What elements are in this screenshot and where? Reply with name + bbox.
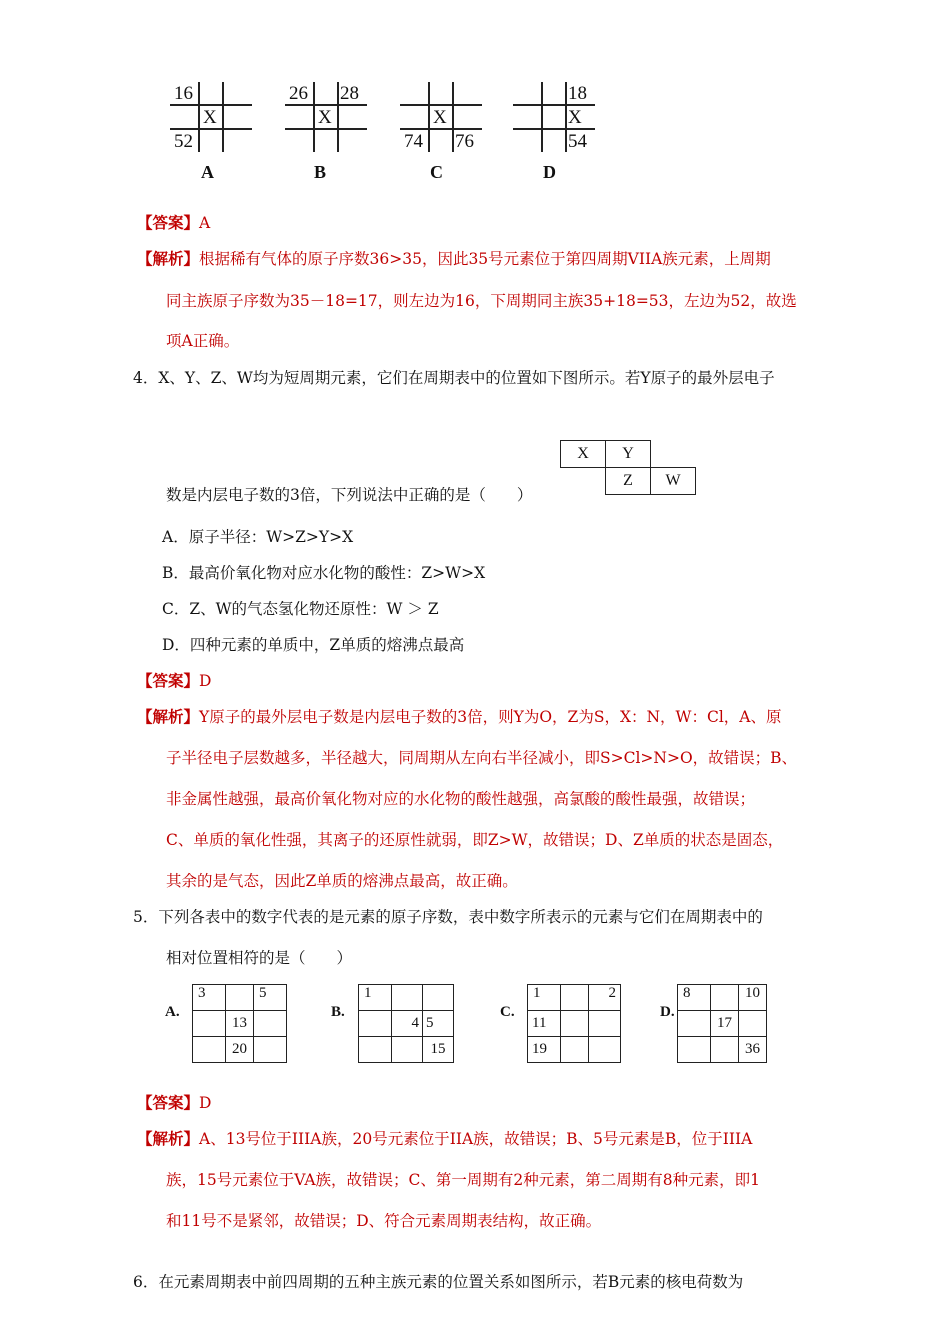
q3-diagram-c bbox=[400, 82, 482, 152]
grid-cell bbox=[254, 1037, 287, 1063]
q5-label-d: D. bbox=[660, 1004, 675, 1020]
cell-y: Y bbox=[606, 441, 651, 468]
q3-analysis-line bbox=[137, 247, 771, 269]
grid-cell bbox=[678, 1037, 711, 1063]
grid-cell: 36 bbox=[739, 1037, 767, 1063]
q3-label-c: C bbox=[430, 162, 443, 182]
q3-answer bbox=[137, 211, 210, 233]
grid-cell bbox=[226, 985, 254, 1011]
q5-label-a: A. bbox=[165, 1004, 180, 1020]
diagram-number: 76 bbox=[455, 131, 474, 152]
answer-value: D bbox=[199, 672, 212, 690]
grid-cell: 3 bbox=[193, 985, 226, 1011]
q4-stem-line: 4．X、Y、Z、W均为短周期元素，它们在周期表中的位置如下图所示。若Y原子的最外层电子 bbox=[133, 369, 775, 387]
q3-diagram-a bbox=[170, 82, 252, 152]
q5-label-b: B. bbox=[331, 1004, 345, 1020]
q4-option-b: B．最高价氧化物对应水化物的酸性：Z>W>X bbox=[162, 564, 486, 582]
grid-cell bbox=[423, 985, 454, 1011]
q3-diagram-b bbox=[285, 82, 367, 152]
cell-z: Z bbox=[606, 468, 651, 495]
grid-cell: 13 bbox=[226, 1011, 254, 1037]
diagram-number: 54 bbox=[568, 131, 587, 152]
grid-cell: 10 bbox=[739, 985, 767, 1011]
analysis-text: Y原子的最外层电子数是内层电子数的3倍，则Y为O，Z为S，X：N，W：Cl，A、原 bbox=[199, 708, 782, 726]
grid-cell: 2 bbox=[589, 985, 621, 1011]
q5-grid-a bbox=[192, 984, 287, 1063]
q4-analysis-line: C、单质的氧化性强，其离子的还原性就弱，即Z>W，故错误；D、Z单质的状态是固态， bbox=[166, 831, 784, 849]
grid-cell: 5 bbox=[423, 1011, 454, 1037]
q3-diagram-d bbox=[513, 82, 595, 152]
answer-tag: 【答案】 bbox=[137, 1093, 200, 1112]
diagram-number: 74 bbox=[404, 131, 423, 152]
q4-analysis-line: 其余的是气态，因此Z单质的熔沸点最高，故正确。 bbox=[166, 872, 518, 890]
grid-cell: 15 bbox=[423, 1037, 454, 1063]
grid-cell bbox=[589, 1011, 621, 1037]
q5-analysis-line bbox=[137, 1127, 752, 1149]
q3-label-a: A bbox=[201, 162, 214, 182]
q4-option-a: A．原子半径：W>Z>Y>X bbox=[162, 528, 354, 546]
q5-grid-b bbox=[358, 984, 454, 1063]
diagram-center: X bbox=[318, 107, 332, 128]
diagram-number: 52 bbox=[174, 131, 193, 152]
analysis-tag: 【解析】 bbox=[137, 249, 200, 268]
diagram-number: 18 bbox=[568, 83, 587, 104]
grid-cell bbox=[254, 1011, 287, 1037]
grid-cell bbox=[589, 1037, 621, 1063]
q4-option-d: D．四种元素的单质中，Z单质的熔沸点最高 bbox=[162, 636, 465, 654]
grid-cell bbox=[739, 1011, 767, 1037]
q3-label-b: B bbox=[314, 162, 327, 182]
q4-analysis-line: 子半径电子层数越多，半径越大，同周期从左向右半径减小，即S>Cl>N>O，故错误；B、 bbox=[166, 749, 798, 767]
grid-cell: 4 bbox=[392, 1011, 423, 1037]
diagram-number: 16 bbox=[174, 83, 193, 104]
q4-answer bbox=[137, 669, 211, 691]
q4-stem-line: 数是内层电子数的3倍，下列说法中正确的是（ ） bbox=[166, 486, 533, 504]
grid-cell: 19 bbox=[528, 1037, 561, 1063]
grid-cell bbox=[392, 985, 423, 1011]
q3-label-d: D bbox=[543, 162, 556, 182]
q5-grid-d bbox=[677, 984, 767, 1063]
grid-cell bbox=[711, 1037, 739, 1063]
q4-analysis-line: 非金属性越强，最高价氧化物对应的水化物的酸性越强，高氯酸的酸性最强，故错误； bbox=[166, 790, 756, 808]
grid-cell: 1 bbox=[359, 985, 392, 1011]
q5-grid-c bbox=[527, 984, 621, 1063]
analysis-text: 根据稀有气体的原子序数36>35，因此35号元素位于第四周期VIIA族元素，上周期 bbox=[199, 250, 771, 268]
q4-option-c: C．Z、W的气态氢化物还原性：W ＞ Z bbox=[162, 600, 439, 618]
analysis-tag: 【解析】 bbox=[137, 707, 200, 726]
q4-analysis-line bbox=[137, 705, 781, 727]
answer-tag: 【答案】 bbox=[137, 213, 200, 232]
q5-label-c: C. bbox=[500, 1004, 515, 1020]
cell-x: X bbox=[561, 441, 606, 468]
grid-cell bbox=[359, 1011, 392, 1037]
q5-answer bbox=[137, 1091, 211, 1113]
grid-cell bbox=[359, 1037, 392, 1063]
grid-cell: 8 bbox=[678, 985, 711, 1011]
q5-analysis-line: 族，15号元素位于VA族，故错误；C、第一周期有2种元素，第二周期有8种元素，即1 bbox=[166, 1171, 761, 1189]
diagram-center: X bbox=[203, 107, 217, 128]
grid-cell bbox=[678, 1011, 711, 1037]
answer-value: A bbox=[199, 214, 211, 232]
grid-cell: 5 bbox=[254, 985, 287, 1011]
grid-cell: 1 bbox=[528, 985, 561, 1011]
grid-cell: 11 bbox=[528, 1011, 561, 1037]
q3-analysis-line: 项A正确。 bbox=[166, 332, 240, 350]
grid-cell bbox=[561, 1011, 589, 1037]
grid-cell: 20 bbox=[226, 1037, 254, 1063]
analysis-tag: 【解析】 bbox=[137, 1129, 200, 1148]
grid-cell bbox=[193, 1011, 226, 1037]
diagram-number: 28 bbox=[340, 83, 359, 104]
grid-cell: 17 bbox=[711, 1011, 739, 1037]
q5-stem-line: 5．下列各表中的数字代表的是元素的原子序数，表中数字所表示的元素与它们在周期表中的 bbox=[133, 908, 763, 926]
diagram-center: X bbox=[568, 107, 582, 128]
grid-cell bbox=[193, 1037, 226, 1063]
cell-w: W bbox=[651, 468, 696, 495]
grid-cell bbox=[392, 1037, 423, 1063]
analysis-text: A、13号位于IIIA族，20号元素位于IIA族，故错误；B、5号元素是B，位于IIIA bbox=[199, 1130, 753, 1148]
q5-stem-line: 相对位置相符的是（ ） bbox=[166, 949, 353, 967]
grid-cell bbox=[561, 1037, 589, 1063]
answer-tag: 【答案】 bbox=[137, 671, 200, 690]
q3-analysis-line: 同主族原子序数为35－18=17，则左边为16，下周期同主族35+18=53，左边为52，故选 bbox=[166, 292, 797, 310]
diagram-center: X bbox=[433, 107, 447, 128]
q4-element-table bbox=[560, 440, 696, 495]
grid-cell bbox=[561, 985, 589, 1011]
answer-value: D bbox=[199, 1094, 212, 1112]
grid-cell bbox=[711, 985, 739, 1011]
diagram-number: 26 bbox=[289, 83, 308, 104]
q6-stem-line: 6．在元素周期表中前四周期的五种主族元素的位置关系如图所示，若B元素的核电荷数为 bbox=[133, 1273, 744, 1291]
q5-analysis-line: 和11号不是紧邻，故错误；D、符合元素周期表结构，故正确。 bbox=[166, 1212, 602, 1230]
